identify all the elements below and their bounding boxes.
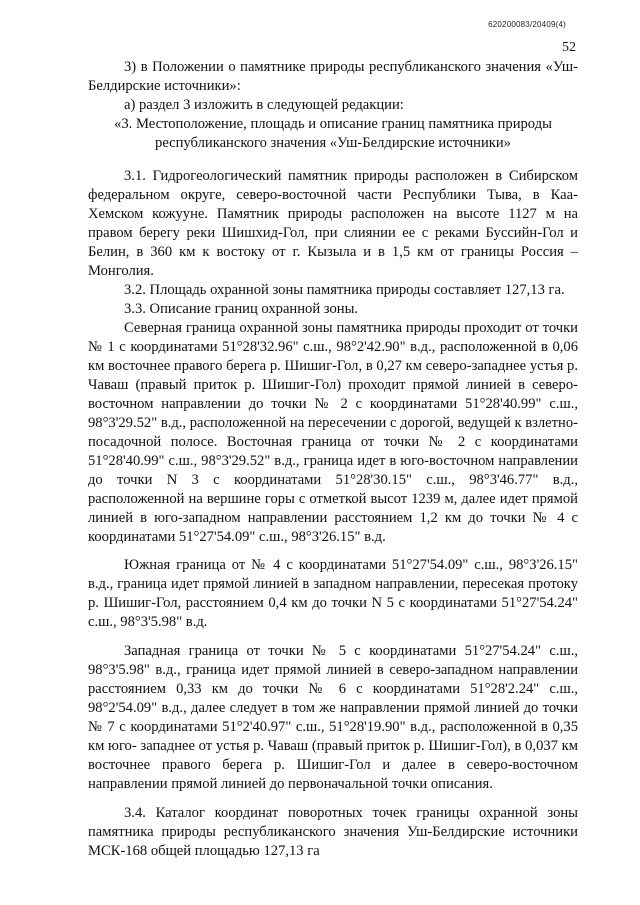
paragraph-section-instruction: а) раздел 3 изложить в следующей редакции: (124, 97, 404, 113)
paragraph-3-1-location: 3.1. Гидрогеологический памятник природы расположен в Сибирском федеральном округе, северо-восточной части Республики Тыва, в Каа-Хемском кожууне. Памятник природы расположен на высоте 1127 м на правом берегу реки Шишхид-Гол, при слиянии ее с реками Буссийн-Гол и Белин, в 360 км к востоку от г. Кызыла и в 1,5 км от границы Россия – Монголия. (88, 168, 578, 279)
paragraph-south-border: Южная граница от № 4 с координатами 51°27'54.09" с.ш., 98°3'26.15" в.д., граница идет прямой линией в западном направлении, пересекая протоку р. Шишиг-Гол, расстоянием 0,4 км до точки N 5 с координатами 51°27'54.24" с.ш., 98°3'5.98" в.д. (88, 557, 578, 630)
paragraph-amendment-intro: 3) в Положении о памятнике природы республиканского значения «Уш-Белдирские источники»: (88, 59, 578, 94)
paragraph-3-2-area: 3.2. Площадь охранной зоны памятника природы составляет 127,13 га. (124, 282, 565, 298)
page-number: 52 (562, 40, 576, 55)
document-body (88, 58, 578, 861)
document-id: 620200083/20409(4) (488, 20, 566, 29)
paragraph-north-east-border: Северная граница охранной зоны памятника природы проходит от точки № 1 с координатами 51°28'32.96" с.ш., 98°2'42.90" в.д., расположенной в 0,06 км восточнее правого берега р. Шишиг-Гол, в 0,27 км северо-западнее устья р. Чаваш (правый приток р. Шишиг-Гол) проходит прямой линией в северо-восточном направлении до точки № 2 с координатами 51°28'40.99" с.ш., 98°3'29.52" в.д., расположенной на пересечении с дорогой, ведущей к взлетно-посадочной полосе. Восточная граница от точки № 2 с координатами 51°28'40.99" с.ш., 98°3'29.52" в.д., граница идет в юго-восточном направлении до точки N 3 с координатами 51°28'30.15" с.ш., 98°3'46.77" в.д., расположенной на вершине горы с отметкой высот 1239 м, далее идет прямой линией в юго-западном направлении расстоянием 1,2 км до точки № 4 с координатами 51°27'54.09" с.ш., 98°3'26.15" в.д. (88, 320, 578, 545)
section-heading: «3. Местоположение, площадь и описание границ памятника природы республиканского значения «Уш-Белдирские источники» (114, 116, 552, 151)
paragraph-3-4-catalog: 3.4. Каталог координат поворотных точек границы охранной зоны памятника природы республиканского значения Уш-Белдирские источники МСК-168 общей площадью 127,13 га (88, 805, 578, 859)
paragraph-3-3-title: 3.3. Описание границ охранной зоны. (124, 301, 359, 317)
paragraph-west-border: Западная граница от точки № 5 с координатами 51°27'54.24" с.ш., 98°3'5.98" в.д., граница идет прямой линией в северо-западном направлении расстоянием 0,33 км до точки № 6 с координатами 51°28'2.24" с.ш., 98°2'54.09" в.д., далее следует в том же направлении прямой линией до точки № 7 с координатами 51°2'40.97" с.ш., 51°28'19.90" в.д., расположенной в 0,35 км юго- западнее от устья р. Чаваш (правый приток р. Шишиг-Гол), в 0,037 км восточнее правого берега р. Шишиг-Гол и далее в северо-восточном направлении прямой линией до первоначальной точки описания. (88, 643, 578, 792)
